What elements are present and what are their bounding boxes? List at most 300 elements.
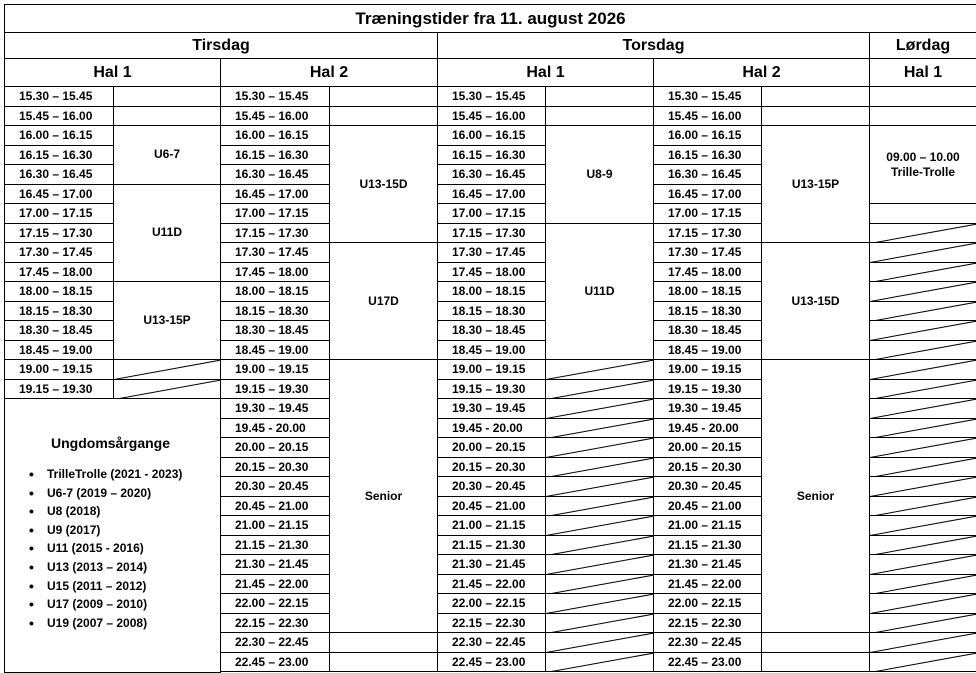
unavailable-hatch (870, 516, 976, 536)
hatch-line (546, 555, 654, 575)
time-slot (4, 145, 114, 166)
undefined (220, 58, 438, 87)
time-label: 16.30 – 16.45 (452, 167, 526, 182)
hatch-line (870, 458, 976, 478)
time-label: 17.45 – 18.00 (19, 264, 93, 279)
hatch-line (870, 321, 976, 341)
empty-slot (869, 593, 976, 614)
empty-slot (761, 86, 870, 107)
hatch-line (870, 419, 976, 439)
hatch-line (546, 653, 654, 673)
time-slot (4, 164, 114, 185)
time-slot (653, 86, 762, 107)
undefined (653, 58, 870, 87)
time-slot (653, 242, 762, 263)
time-label: 18.45 – 19.00 (668, 342, 742, 357)
unavailable-hatch (870, 302, 976, 322)
time-label: 18.00 – 18.15 (235, 284, 309, 299)
time-label: 21.15 – 21.30 (235, 537, 309, 552)
empty-slot (869, 613, 976, 634)
time-slot (653, 613, 762, 634)
time-label: 21.15 – 21.30 (452, 537, 526, 552)
empty-slot (545, 398, 654, 419)
time-label: 17.15 – 17.30 (668, 225, 742, 240)
time-label: 18.30 – 18.45 (668, 323, 742, 338)
unavailable-hatch (546, 360, 654, 380)
time-slot (220, 184, 330, 205)
empty-slot (869, 515, 976, 536)
legend-item: • U17 (2009 – 2010) (29, 595, 182, 614)
empty-slot (869, 476, 976, 497)
team-block[interactable] (329, 359, 438, 633)
time-label: 18.30 – 18.45 (452, 323, 526, 338)
hatch-line (546, 594, 654, 614)
legend-item: • U15 (2011 – 2012) (29, 577, 182, 596)
time-slot (437, 242, 546, 263)
time-label: 17.15 – 17.30 (235, 225, 309, 240)
time-label: 21.45 – 22.00 (668, 576, 742, 591)
time-slot (437, 125, 546, 146)
undefined (869, 32, 976, 59)
time-slot (4, 106, 114, 127)
time-label: 19.30 – 19.45 (668, 401, 742, 416)
time-slot (653, 554, 762, 575)
unavailable-hatch (546, 614, 654, 634)
time-label: 19.15 – 19.30 (19, 381, 93, 396)
time-label: 21.30 – 21.45 (235, 557, 309, 572)
time-label: 20.45 – 21.00 (452, 498, 526, 513)
time-slot (220, 554, 330, 575)
unavailable-hatch (870, 282, 976, 302)
time-label: 17.30 – 17.45 (668, 245, 742, 260)
time-slot (220, 418, 330, 439)
unavailable-hatch (546, 419, 654, 439)
time-slot (653, 457, 762, 478)
time-slot (437, 613, 546, 634)
time-label: 22.00 – 22.15 (235, 596, 309, 611)
time-slot (220, 398, 330, 419)
empty-slot (869, 86, 976, 107)
time-label: 19.45 - 20.00 (668, 420, 739, 435)
unavailable-hatch (870, 653, 976, 673)
hatch-line (870, 438, 976, 458)
hall-header-tue_h1: Hal 1 (93, 64, 132, 81)
unavailable-hatch (870, 633, 976, 653)
unavailable-hatch (546, 399, 654, 419)
empty-slot (869, 203, 976, 224)
unavailable-hatch (870, 594, 976, 614)
time-slot (220, 223, 330, 244)
unavailable-hatch (546, 497, 654, 517)
time-label: 16.15 – 16.30 (452, 147, 526, 162)
time-slot (653, 398, 762, 419)
time-label: 17.45 – 18.00 (235, 264, 309, 279)
empty-slot (545, 437, 654, 458)
empty-slot (545, 613, 654, 634)
unavailable-hatch (546, 633, 654, 653)
empty-slot (869, 632, 976, 653)
unavailable-hatch (870, 536, 976, 556)
undefined (4, 58, 221, 87)
time-label: 20.15 – 20.30 (452, 459, 526, 474)
empty-slot (545, 496, 654, 517)
time-slot (4, 379, 114, 400)
team-block[interactable] (761, 125, 870, 243)
time-label: 21.00 – 21.15 (668, 518, 742, 533)
unavailable-hatch (870, 399, 976, 419)
time-slot (437, 457, 546, 478)
empty-slot (545, 574, 654, 595)
time-slot (437, 86, 546, 107)
time-label: 16.30 – 16.45 (235, 167, 309, 182)
time-slot (220, 593, 330, 614)
team-label: Senior (364, 488, 403, 503)
time-slot (437, 593, 546, 614)
time-label: 18.30 – 18.45 (19, 323, 93, 338)
undefined (869, 58, 976, 87)
legend-title: Ungdomsårgange (51, 435, 171, 451)
team-block[interactable] (869, 125, 976, 204)
time-label: 16.45 – 17.00 (668, 186, 742, 201)
time-slot (4, 320, 114, 341)
time-label: 19.15 – 19.30 (668, 381, 742, 396)
hall-header-thu_h1: Hal 1 (526, 64, 565, 81)
time-label: 18.15 – 18.30 (19, 303, 93, 318)
time-slot (653, 262, 762, 283)
team-block[interactable] (545, 125, 654, 224)
team-block[interactable] (329, 125, 438, 243)
empty-slot (545, 652, 654, 673)
empty-slot (545, 379, 654, 400)
hall-header-thu_h2: Hal 2 (742, 64, 781, 81)
time-slot (653, 418, 762, 439)
time-slot (653, 515, 762, 536)
empty-slot (869, 535, 976, 556)
time-slot (437, 496, 546, 517)
unavailable-hatch (870, 341, 976, 361)
empty-slot (869, 652, 976, 673)
unavailable-hatch (114, 380, 221, 400)
team-block[interactable] (113, 281, 221, 360)
unavailable-hatch (870, 263, 976, 283)
time-slot (653, 301, 762, 322)
time-slot (220, 496, 330, 517)
empty-slot (113, 106, 221, 127)
time-label: 18.15 – 18.30 (668, 303, 742, 318)
time-slot (4, 262, 114, 283)
team-block[interactable] (113, 125, 221, 185)
time-label: 18.30 – 18.45 (235, 323, 309, 338)
hatch-line (870, 536, 976, 556)
time-label: 16.45 – 17.00 (19, 186, 93, 201)
unavailable-hatch (870, 614, 976, 634)
team-label: U11D (584, 283, 615, 298)
hatch-line (546, 438, 654, 458)
unavailable-hatch (870, 243, 976, 263)
empty-slot (869, 262, 976, 283)
time-slot (437, 535, 546, 556)
team-label: U6-7 (153, 147, 180, 162)
time-slot (4, 301, 114, 322)
unavailable-hatch (546, 555, 654, 575)
empty-slot (329, 632, 438, 653)
time-label: 19.00 – 19.15 (19, 362, 93, 377)
hatch-line (870, 380, 976, 400)
time-slot (653, 184, 762, 205)
time-label: 16.15 – 16.30 (668, 147, 742, 162)
empty-slot (761, 106, 870, 127)
time-slot (220, 320, 330, 341)
hatch-line (870, 594, 976, 614)
time-label: 22.45 – 23.00 (235, 654, 309, 669)
team-label: U11D (151, 225, 183, 240)
time-slot (653, 281, 762, 302)
hatch-line (546, 516, 654, 536)
time-slot (220, 613, 330, 634)
hatch-line (546, 458, 654, 478)
hatch-line (870, 399, 976, 419)
time-label: 20.30 – 20.45 (452, 479, 526, 494)
hall-header-sat_h1: Hal 1 (903, 64, 943, 81)
unavailable-hatch (546, 575, 654, 595)
unavailable-hatch (870, 321, 976, 341)
time-slot (220, 145, 330, 166)
time-slot (4, 340, 114, 361)
hatch-line (870, 224, 976, 244)
time-slot (220, 535, 330, 556)
unavailable-hatch (870, 380, 976, 400)
empty-slot (869, 106, 976, 127)
day-header-tuesday: Tirsdag (192, 37, 250, 54)
time-label: 19.30 – 19.45 (452, 401, 526, 416)
time-label: 19.00 – 19.15 (452, 362, 526, 377)
time-slot (653, 125, 762, 146)
time-label: 15.45 – 16.00 (235, 108, 309, 123)
legend-list (29, 465, 182, 632)
team-label: U13-15P (143, 313, 191, 327)
time-slot (4, 359, 114, 380)
time-label: 20.30 – 20.45 (235, 479, 309, 494)
unavailable-hatch (546, 438, 654, 458)
time-label: 15.45 – 16.00 (452, 108, 526, 123)
hatch-line (546, 614, 654, 634)
time-label: 16.15 – 16.30 (19, 147, 93, 162)
team-block[interactable] (761, 242, 870, 360)
time-slot (653, 145, 762, 166)
time-slot (437, 281, 546, 302)
team-block[interactable] (329, 242, 438, 360)
time-slot (437, 145, 546, 166)
team-block[interactable] (761, 359, 870, 633)
time-slot (653, 496, 762, 517)
hall-header-tue_h2: Hal 2 (309, 64, 349, 81)
time-label: 22.30 – 22.45 (668, 635, 742, 650)
unavailable-hatch (870, 575, 976, 595)
empty-slot (545, 359, 654, 380)
time-label: 22.45 – 23.00 (452, 654, 526, 669)
time-label: 17.00 – 17.15 (19, 206, 93, 221)
time-slot (437, 574, 546, 595)
time-slot (653, 574, 762, 595)
empty-slot (329, 106, 438, 127)
hatch-line (870, 341, 976, 361)
hatch-line (546, 575, 654, 595)
time-label: 19.45 - 20.00 (235, 420, 306, 435)
empty-slot (545, 632, 654, 653)
time-label: 19.15 – 19.30 (452, 381, 526, 396)
unavailable-hatch (114, 360, 221, 380)
day-header-thursday: Torsdag (622, 37, 685, 54)
empty-slot (761, 652, 870, 673)
time-slot (437, 632, 546, 653)
time-label: 16.45 – 17.00 (235, 186, 309, 201)
empty-slot (545, 535, 654, 556)
legend-item: • U9 (2017) (29, 521, 182, 540)
undefined (4, 4, 976, 33)
time-label: 20.15 – 20.30 (235, 459, 309, 474)
undefined (4, 32, 438, 59)
time-slot (220, 301, 330, 322)
time-label: 22.00 – 22.15 (668, 596, 742, 611)
time-slot (437, 223, 546, 244)
time-label: 22.30 – 22.45 (235, 635, 309, 650)
time-slot (653, 593, 762, 614)
time-label: 22.00 – 22.15 (452, 596, 526, 611)
empty-slot (869, 398, 976, 419)
time-slot (437, 379, 546, 400)
team-block[interactable] (545, 223, 654, 361)
hatch-line (870, 653, 976, 673)
time-slot (437, 554, 546, 575)
legend-item: • U19 (2007 – 2008) (29, 614, 182, 633)
time-slot (653, 106, 762, 127)
team-label: U8-9 (586, 166, 613, 181)
team-label: U13-15P (791, 176, 840, 191)
time-slot (653, 535, 762, 556)
hatch-line (546, 419, 654, 439)
time-slot (437, 184, 546, 205)
time-slot (653, 203, 762, 224)
hatch-line (870, 497, 976, 517)
legend-item: • U11 (2015 - 2016) (29, 539, 182, 558)
time-label: 17.45 – 18.00 (668, 264, 742, 279)
empty-slot (869, 574, 976, 595)
unavailable-hatch (546, 653, 654, 673)
time-slot (220, 574, 330, 595)
time-slot (4, 86, 114, 107)
empty-slot (545, 476, 654, 497)
time-slot (437, 320, 546, 341)
team-block[interactable] (113, 184, 221, 283)
empty-slot (545, 593, 654, 614)
hatch-line (546, 399, 654, 419)
time-label: 20.00 – 20.15 (452, 440, 526, 455)
time-slot (437, 301, 546, 322)
time-label: 16.00 – 16.15 (19, 128, 93, 143)
time-slot (437, 398, 546, 419)
empty-slot (869, 301, 976, 322)
time-label: 17.30 – 17.45 (19, 245, 93, 260)
time-slot (437, 340, 546, 361)
time-slot (437, 164, 546, 185)
time-label: 18.15 – 18.30 (452, 303, 526, 318)
time-label: 17.00 – 17.15 (668, 206, 742, 221)
time-label: 16.00 – 16.15 (235, 128, 309, 143)
hatch-line (114, 380, 221, 400)
time-slot (220, 359, 330, 380)
hatch-line (870, 633, 976, 653)
team-label: U13-15D (359, 176, 408, 191)
time-label: 19.45 - 20.00 (452, 420, 523, 435)
time-label: 15.30 – 15.45 (19, 89, 93, 104)
hatch-line (546, 633, 654, 653)
time-slot (220, 632, 330, 653)
time-slot (220, 262, 330, 283)
time-label: 21.30 – 21.45 (452, 557, 526, 572)
unavailable-hatch (546, 380, 654, 400)
time-label: 22.15 – 22.30 (452, 615, 526, 630)
empty-slot (113, 86, 221, 107)
unavailable-hatch (546, 594, 654, 614)
empty-slot (869, 223, 976, 244)
time-label: 16.15 – 16.30 (235, 147, 309, 162)
time-slot (653, 164, 762, 185)
time-slot (653, 632, 762, 653)
empty-slot (869, 359, 976, 380)
time-label: 17.00 – 17.15 (235, 206, 309, 221)
empty-slot (761, 632, 870, 653)
time-label: 22.15 – 22.30 (235, 615, 309, 630)
hatch-line (870, 263, 976, 283)
time-label: 20.45 – 21.00 (668, 498, 742, 513)
time-label: 18.00 – 18.15 (668, 284, 742, 299)
time-slot (4, 184, 114, 205)
time-label: 15.45 – 16.00 (19, 108, 93, 123)
time-slot (220, 106, 330, 127)
team-label: U13-15D (791, 293, 840, 308)
time-label: 16.00 – 16.15 (668, 128, 742, 143)
time-slot (653, 340, 762, 361)
time-slot (653, 223, 762, 244)
hatch-line (546, 360, 654, 380)
time-slot (437, 476, 546, 497)
hatch-line (546, 497, 654, 517)
empty-slot (869, 437, 976, 458)
empty-slot (545, 457, 654, 478)
time-label: 16.00 – 16.15 (452, 128, 526, 143)
time-slot (4, 223, 114, 244)
time-label: 22.30 – 22.45 (452, 635, 526, 650)
time-label: 19.30 – 19.45 (235, 401, 309, 416)
time-slot (4, 203, 114, 224)
unavailable-hatch (870, 224, 976, 244)
time-label: 17.30 – 17.45 (452, 245, 526, 260)
time-label: 15.45 – 16.00 (668, 108, 742, 123)
empty-slot (545, 106, 654, 127)
unavailable-hatch (870, 477, 976, 497)
time-slot (437, 359, 546, 380)
empty-slot (545, 515, 654, 536)
time-slot (653, 359, 762, 380)
hatch-line (546, 477, 654, 497)
time-label: 19.15 – 19.30 (235, 381, 309, 396)
unavailable-hatch (546, 458, 654, 478)
undefined (437, 32, 870, 59)
unavailable-hatch (546, 536, 654, 556)
unavailable-hatch (546, 516, 654, 536)
unavailable-hatch (870, 419, 976, 439)
time-label: 15.30 – 15.45 (668, 89, 742, 104)
